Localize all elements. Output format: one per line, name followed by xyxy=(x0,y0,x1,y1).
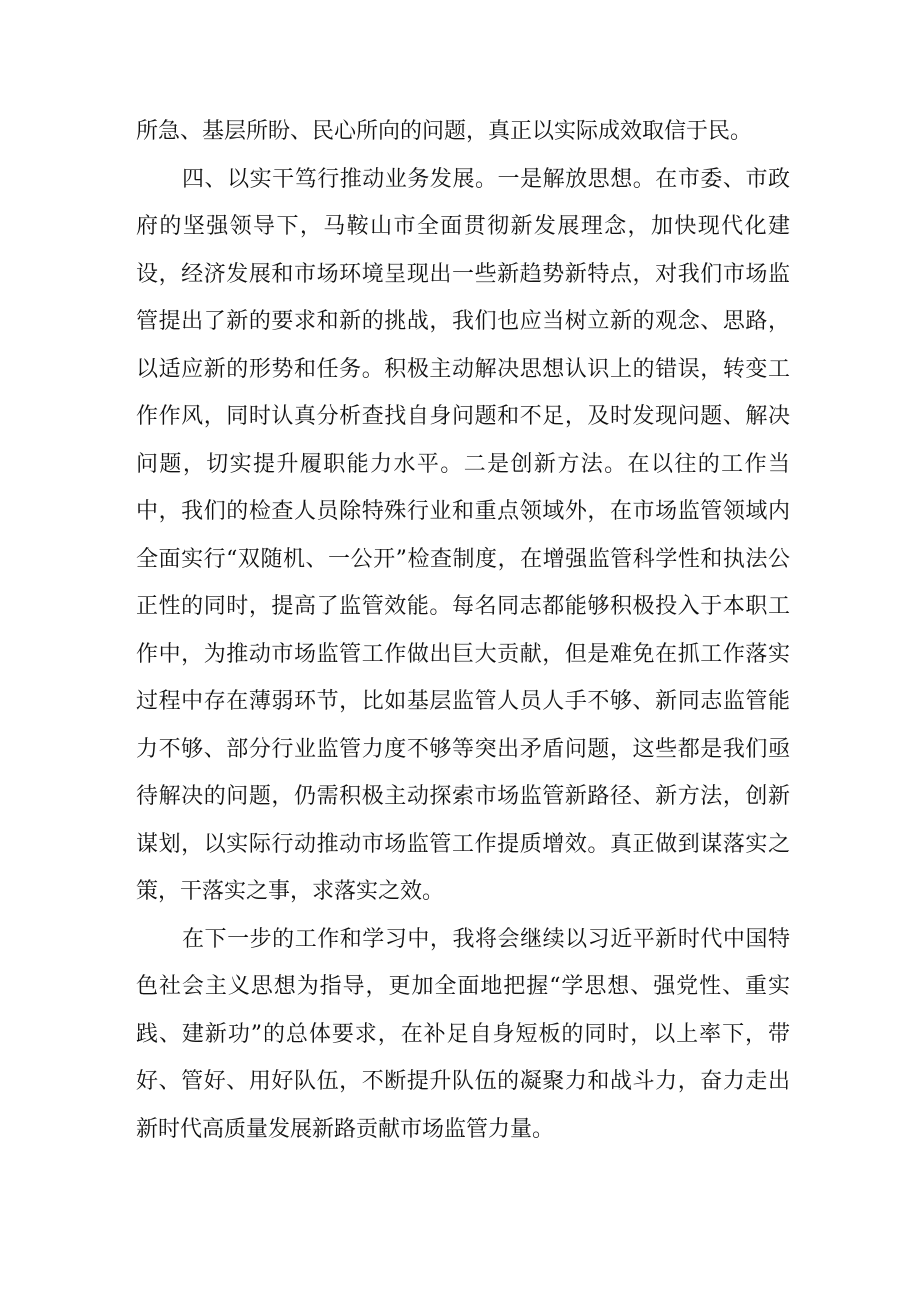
paragraph-continuation: 所急、基层所盼、民心所向的问题，真正以实际成效取信于民。 xyxy=(136,119,753,144)
paragraph-section-four: 四、以实干笃行推动业务发展。一是解放思想。在市委、市政府的坚强领导下，马鞍山市全面贯彻新发展理念，加快现代化建设，经济发展和市场环境呈现出一些新趋势新特点，对我们市场监管提出了新的要求和新的挑战，我们也应当树立新的观念、思路，以适应新的形势和任务。积极主动解决思想认识上的错误，转变工作作风，同时认真分析查找自身问题和不足，及时发现问题、解决问题，切实提升履职能力水平。二是创新方法。在以往的工作当中，我们的检查人员除特殊行业和重点领域外，在市场监管领域内全面实行“双随机、一公开”检查制度，在增强监管科学性和执法公正性的同时，提高了监管效能。每名同志都能够积极投入于本职工作中，为推动市场监管工作做出巨大贡献，但是难免在抓工作落实过程中存在薄弱环节，比如基层监管人员人手不够、新同志监管能力不够、部分行业监管力度不够等突出矛盾问题，这些都是我们亟待解决的问题，仍需积极主动探索市场监管新路径、新方法，创新谋划，以实际行动推动市场监管工作提质增效。真正做到谋落实之策，干落实之事，求落实之效。 xyxy=(136,166,790,904)
document-body xyxy=(136,108,790,1153)
paragraph-next-steps: 在下一步的工作和学习中，我将会继续以习近平新时代中国特色社会主义思想为指导，更加全面地把握“学思想、强党性、重实践、建新功”的总体要求，在补足自身短板的同时，以上率下，带好、管好、用好队伍，不断提升队伍的凝聚力和战斗力，奋力走出新时代高质量发展新路贡献市场监管力量。 xyxy=(136,926,790,1142)
